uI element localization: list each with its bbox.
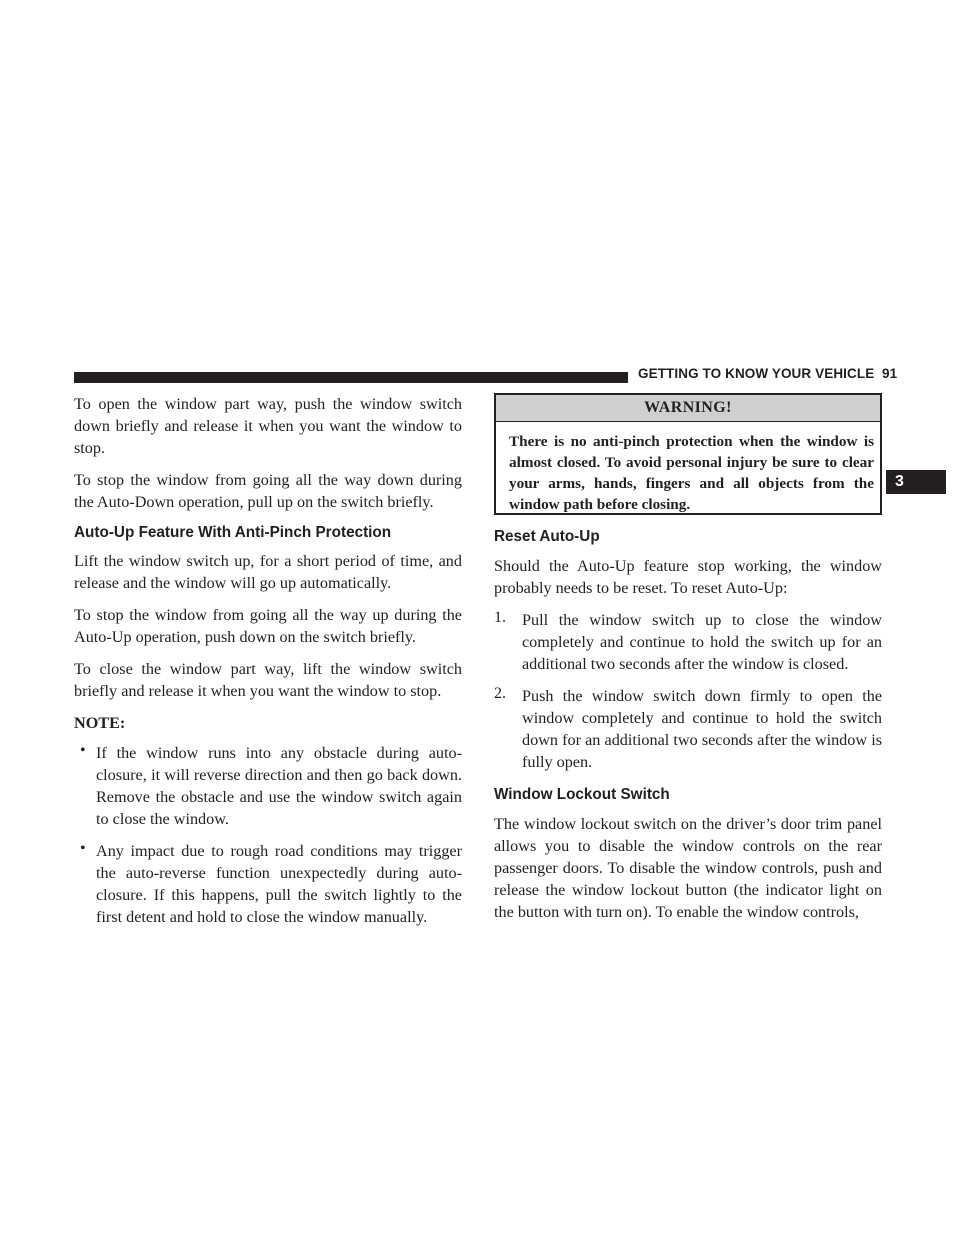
paragraph: To stop the window from going all the way down during the Auto-Down operation, pull up on the switch briefly. bbox=[74, 471, 462, 511]
right-column bbox=[494, 393, 882, 933]
warning-box bbox=[494, 393, 882, 515]
warning-text: There is no anti-pinch protection when the window is almost closed. To avoid personal injury be sure to clear your arms, hands, fingers and all objects from the window path before closing. bbox=[509, 433, 874, 513]
paragraph: To close the window part way, lift the window switch briefly and release it when you want the window to stop. bbox=[74, 660, 462, 700]
paragraph: Should the Auto-Up feature stop working, the window probably needs to be reset. To reset Auto-Up: bbox=[494, 557, 882, 597]
paragraph: To open the window part way, push the window switch down briefly and release it when you want the window to stop. bbox=[74, 395, 462, 457]
bullet-text: Any impact due to rough road conditions may trigger the auto-reverse function unexpectedly during auto-closure. If this happens, pull the switch lightly to the first detent and hold to close the window manually. bbox=[96, 842, 462, 926]
note-label: NOTE: bbox=[74, 714, 126, 732]
running-header bbox=[638, 366, 897, 381]
bullet-icon: • bbox=[80, 742, 86, 759]
bullet-item bbox=[74, 742, 462, 830]
step-text: Pull the window switch up to close the window completely and continue to hold the switch up for an additional two seconds after the window is closed. bbox=[522, 611, 882, 673]
section-heading: Auto-Up Feature With Anti-Pinch Protection bbox=[74, 524, 392, 541]
paragraph: To stop the window from going all the way up during the Auto-Up operation, push down on the switch briefly. bbox=[74, 606, 462, 646]
warning-body bbox=[496, 422, 880, 515]
section-heading: Reset Auto-Up bbox=[494, 528, 600, 545]
step-number: 2. bbox=[494, 685, 506, 702]
section-heading: Window Lockout Switch bbox=[494, 786, 670, 803]
step-item bbox=[494, 609, 882, 675]
step-number: 1. bbox=[494, 609, 506, 626]
page-number: 91 bbox=[882, 366, 898, 381]
paragraph: Lift the window switch up, for a short period of time, and release and the window will go up automatically. bbox=[74, 552, 462, 592]
step-text: Push the window switch down firmly to open the window completely and continue to hold the switch down for an additional two seconds after the window is fully open. bbox=[522, 687, 882, 771]
bullet-icon: • bbox=[80, 840, 86, 857]
warning-title: WARNING! bbox=[496, 395, 880, 422]
bullet-item bbox=[74, 840, 462, 928]
bullet-text: If the window runs into any obstacle during auto-closure, it will reverse direction and then go back down. Remove the obstacle and use the window switch again to close the window. bbox=[96, 744, 462, 828]
section-title: GETTING TO KNOW YOUR VEHICLE bbox=[638, 366, 875, 381]
header-rule bbox=[74, 372, 628, 383]
chapter-tab: 3 bbox=[886, 470, 946, 494]
paragraph: The window lockout switch on the driver’s door trim panel allows you to disable the window controls on the rear passenger doors. To disable the window controls, push and release the window lockout button (the indicator light on the button with turn on). To enable the window controls, bbox=[494, 815, 882, 921]
step-item bbox=[494, 685, 882, 773]
left-column bbox=[74, 393, 462, 938]
